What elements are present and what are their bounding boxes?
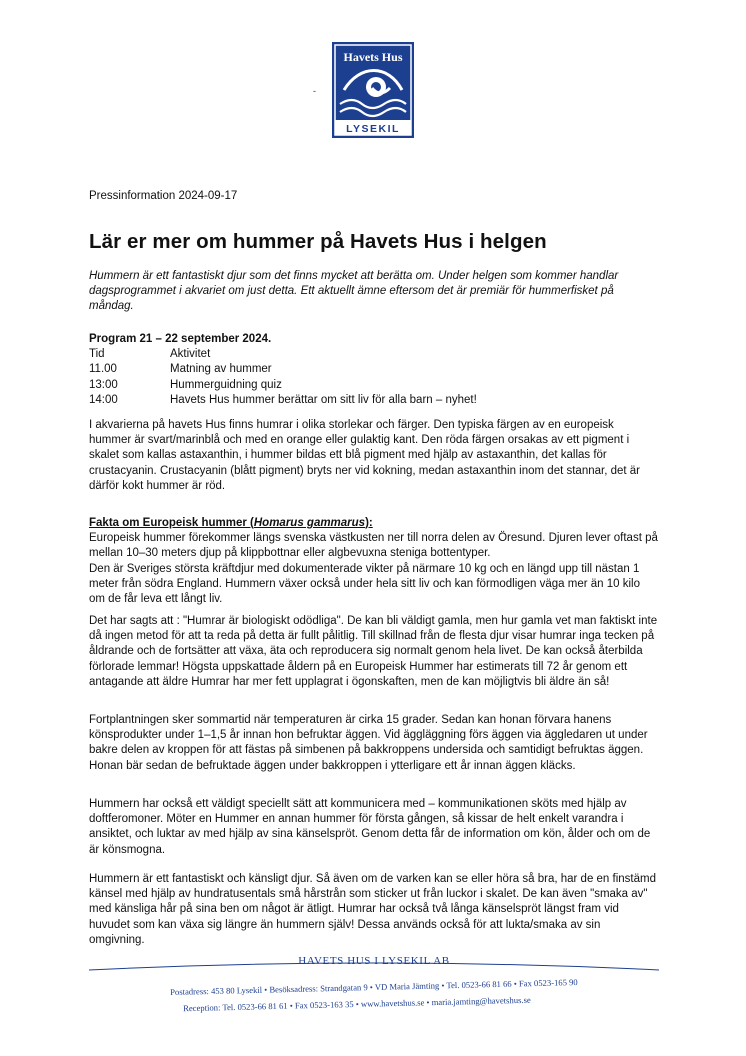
footer-company: HAVETS HUS I LYSEKIL AB [298,955,450,967]
program-activity: Matning av hummer [170,363,272,376]
fakta-paragraph-1: Europeisk hummer förekommer längs svenska västkusten ner till norra delen av Öresund. Djuren lever oftast på mellan 10–30 meters djup på klippbottnar eller algbevuxna steniga bottentyper. [89,532,658,560]
fakta-heading-pre: Fakta om Europeisk hummer ( [89,517,254,529]
program-row [89,393,477,408]
program-activity: Hummerguidning quiz [170,378,282,391]
page-title: Lär er mer om hummer på Havets Hus i helgen [89,230,547,253]
fakta-heading-post: ): [365,517,373,529]
fakta-paragraph-4: Fortplantningen sker sommartid när temperaturen är cirka 15 grader. Sedan kan honan förvara hanens könsprodukter under 1–1,5 år innan hon befruktar äggen. Vid äggläggning förs äggen via äggledaren ut under bakre delen av kroppen för att fästas på simbenen på bakkroppens undersida och samtidigt befruktas äggen. Honan bär sedan de befruktade äggen under bakkroppen i ytterligare ett år innan äggen kläcks. [89,714,648,772]
logo-dash: - [313,86,316,96]
fakta-heading-latin: Homarus gammarus [253,517,366,529]
fakta-heading [89,516,659,531]
fakta-section [89,516,659,607]
program-row [89,378,477,393]
program-section [89,332,477,408]
program-title: Program 21 – 22 september 2024. [89,333,272,345]
fakta-paragraph-3: Det har sagts att : "Humrar är biologiskt odödliga". De kan bli väldigt gamla, men hur gamla vet man faktiskt inte då ingen metod för att ta reda på detta är fullt pålitlig. Till skillnad från de flesta djur visar humrar inga tecken på åldrande och de fortsätter att växa, äta och reproducera sig normalt genom hela livet. De kan också återbilda förlorade lemmar! Högsta uppskattade åldern på en Europeisk Hummer har estimerats till 72 år genom ett antagande att äldre Humrar har mer fett upplagrat i ögonskaften, men de kan möjligtvis bli äldre än så! [89,615,658,688]
logo-location-text: LYSEKIL [346,123,400,135]
fakta-paragraph-5: Hummern har också ett väldigt speciellt sätt att kommunicera med – kommunikationen sköts med hjälp av doftferomoner. Möter en Hummer en annan hummer för första gången, så kissar de helt enkelt varandra i ansiktet, och luktar av med hjälp av sina känselspröt. Genom detta får de information om kön, ålder och om de är könsmogna. [89,798,651,856]
program-activity-header: Aktivitet [170,348,211,361]
logo-name-text: Havets Hus [343,50,403,64]
footer-contact-line: Reception: Tel. 0523-66 81 61 • Fax 0523-163 35 • www.havetshus.se • maria.jamting@havetshus.se [183,994,531,1014]
program-time: 11.00 [89,363,117,376]
fakta-paragraph-2: Den är Sveriges största kräftdjur med dokumenterade vikter på närmare 10 kg och en längd upp till nästan 1 meter från södra England. Hummern växer också under hela sitt liv och kan förmodligen väga mer än 10 kilo om de får leva ett långt liv. [89,562,640,606]
logo-graphic [332,42,414,138]
press-date: Pressinformation 2024-09-17 [89,190,238,202]
letterhead-footer [89,948,659,1018]
fakta-paragraph-6: Hummern är ett fantastiskt och känsligt djur. Så även om de varken kan se eller höra så bra, har de en finstämd känsel med hjälp av hundratusentals små hårstrån som sticker ut från luckor i skalet. De kan även "smaka av" med känsliga hår på sina ben om något är ätligt. Humrar har också två långa känselspröt längst fram vid huvudet som kan växa sig längre än hummern själv! Dessa används också för att lukta/smaka av sin omgivning. [89,873,656,946]
footer-graphic [89,948,659,1018]
program-time: 14:00 [89,393,118,406]
program-header-row [89,347,477,362]
program-activity: Havets Hus hummer berättar om sitt liv för alla barn – nyhet! [170,393,477,406]
havets-hus-logo [332,42,414,138]
footer-address-line: Postadress: 453 80 Lysekil • Besöksadress: Strandgatan 9 • VD Maria Jämting • Tel. 0523-66 81 66 • Fax 0523-165 90 [170,977,578,997]
program-time: 13:00 [89,378,118,391]
colors-paragraph: I akvarierna på havets Hus finns humrar i olika storlekar och färger. Den typiska färgen av en europeisk hummer är svart/marinblå och med en orange eller gulaktig kant. Den röda färgen orsakas av ett pigment i skalet som kallas astaxanthin, i hummer bildas ett blå pigment med hjälp av astaxanthin, det kallas för crustacyanin. Crustacyanin (blått pigment) bryts ner vid kokning, medan astaxanthin inom det stannar, det är därför kokt hummer är röd. [89,419,641,492]
program-time-header: Tid [89,348,105,361]
intro-paragraph: Hummern är ett fantastiskt djur som det finns mycket att berätta om. Under helgen som kommer handlar dagsprogrammet i akvariet om just detta. Ett aktuellt ämne eftersom det är premiär för hummerfisket på måndag. [89,270,619,313]
program-row [89,362,477,377]
